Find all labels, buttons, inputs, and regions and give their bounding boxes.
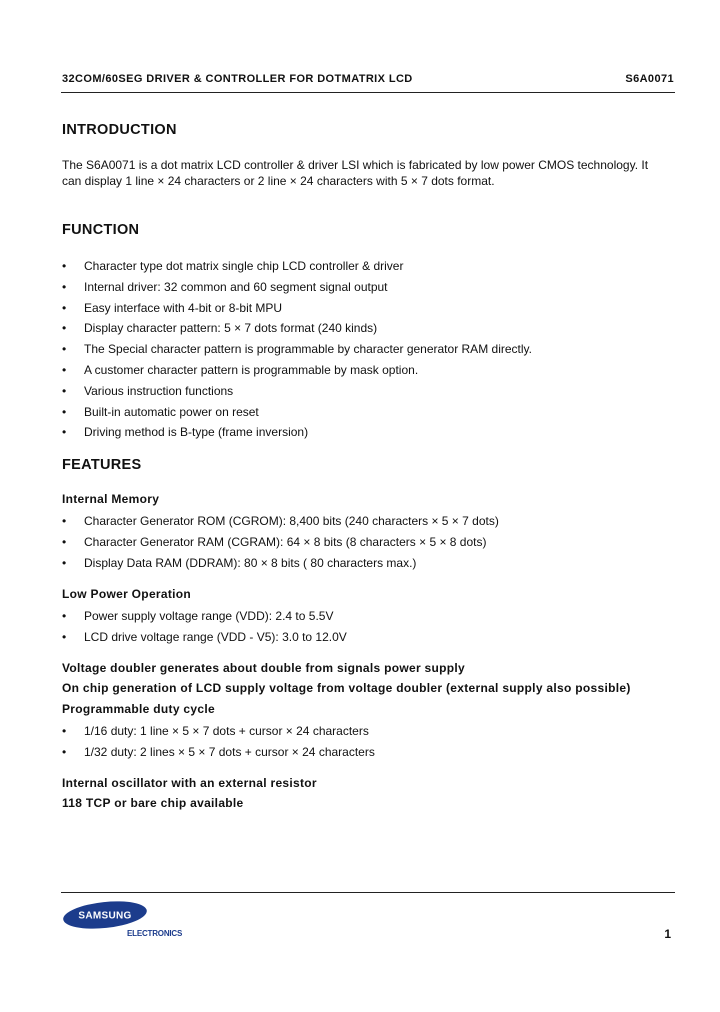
document-header-title: 32COM/60SEG DRIVER & CONTROLLER FOR DOTMATRIX LCD xyxy=(62,73,413,85)
bullet-dot: • xyxy=(62,724,67,738)
function-item xyxy=(62,320,676,341)
function-item xyxy=(62,404,676,425)
bullet-dot: • xyxy=(62,362,67,377)
low-power-heading: Low Power Operation xyxy=(62,587,192,601)
bullet-dot: • xyxy=(62,383,67,398)
low-power-item-text: Power supply voltage range (VDD): 2.4 to 5.5V xyxy=(84,609,334,623)
duty-cycle-item xyxy=(62,744,676,765)
function-item-text: Internal driver: 32 common and 60 segment signal output xyxy=(84,279,388,294)
internal-memory-item-text: Character Generator RAM (CGRAM): 64 × 8 bits (8 characters × 5 × 8 dots) xyxy=(84,534,487,549)
function-list xyxy=(62,258,676,445)
internal-memory-heading: Internal Memory xyxy=(62,492,160,506)
introduction-heading: INTRODUCTION xyxy=(62,122,177,138)
bullet-dot: • xyxy=(62,300,67,315)
samsung-electronics-label: ELECTRONICS xyxy=(127,929,183,938)
duty-cycle-heading: Programmable duty cycle xyxy=(62,702,215,716)
samsung-logo-text: SAMSUNG xyxy=(78,910,132,922)
duty-cycle-list xyxy=(62,723,676,765)
function-item-text: A customer character pattern is programmable by mask option. xyxy=(84,362,419,377)
function-heading: FUNCTION xyxy=(62,222,140,238)
oscillator-heading: Internal oscillator with an external resistor xyxy=(62,776,317,790)
internal-memory-item xyxy=(62,513,676,534)
header-divider xyxy=(61,92,675,93)
bullet-dot: • xyxy=(62,534,67,549)
internal-memory-list xyxy=(62,513,676,575)
features-heading: FEATURES xyxy=(62,457,142,473)
internal-memory-item xyxy=(62,555,676,576)
function-item xyxy=(62,258,676,279)
function-item-text: Easy interface with 4-bit or 8-bit MPU xyxy=(84,300,283,315)
bullet-dot: • xyxy=(62,259,67,273)
low-power-item-text: LCD drive voltage range (VDD - V5): 3.0 to 12.0V xyxy=(84,629,347,644)
bullet-dot: • xyxy=(62,609,67,623)
samsung-logo xyxy=(62,900,148,930)
duty-cycle-item-text: 1/16 duty: 1 line × 5 × 7 dots + cursor × 24 characters xyxy=(84,724,369,738)
bullet-dot: • xyxy=(62,555,67,570)
function-item-text: Character type dot matrix single chip LCD controller & driver xyxy=(84,259,404,273)
function-item-text: Various instruction functions xyxy=(84,383,234,398)
package-heading: 118 TCP or bare chip available xyxy=(62,796,244,810)
bullet-dot: • xyxy=(62,425,67,440)
document-part-number: S6A0071 xyxy=(625,73,674,85)
low-power-item xyxy=(62,608,676,629)
function-item xyxy=(62,362,676,383)
bullet-dot: • xyxy=(62,321,67,336)
introduction-line-1: The S6A0071 is a dot matrix LCD controller & driver LSI which is fabricated by low power CMOS technology. It xyxy=(62,158,649,172)
function-item xyxy=(62,383,676,404)
bullet-dot: • xyxy=(62,342,67,357)
internal-memory-item-text: Character Generator ROM (CGROM): 8,400 bits (240 characters × 5 × 7 dots) xyxy=(84,514,499,528)
low-power-list xyxy=(62,608,676,650)
internal-memory-item-text: Display Data RAM (DDRAM): 80 × 8 bits ( 80 characters max.) xyxy=(84,555,417,570)
bullet-dot: • xyxy=(62,629,67,644)
function-item-text: The Special character pattern is programmable by character generator RAM directly. xyxy=(84,342,532,357)
introduction-line-2: can display 1 line × 24 characters or 2 line × 24 characters with 5 × 7 dots format. xyxy=(62,174,495,188)
bullet-dot: • xyxy=(62,279,67,294)
page-number: 1 xyxy=(664,927,671,941)
function-item xyxy=(62,341,676,362)
function-item-text: Built-in automatic power on reset xyxy=(84,404,259,419)
function-item xyxy=(62,279,676,300)
bullet-dot: • xyxy=(62,744,67,759)
function-item xyxy=(62,424,676,445)
function-item-text: Display character pattern: 5 × 7 dots format (240 kinds) xyxy=(84,321,378,336)
footer-divider xyxy=(61,892,675,893)
low-power-item xyxy=(62,629,676,650)
bullet-dot: • xyxy=(62,514,67,528)
duty-cycle-item xyxy=(62,723,676,744)
function-item-text: Driving method is B-type (frame inversion) xyxy=(84,425,309,440)
on-chip-generation-heading: On chip generation of LCD supply voltage from voltage doubler (external supply also possible) xyxy=(62,681,631,695)
duty-cycle-item-text: 1/32 duty: 2 lines × 5 × 7 dots + cursor × 24 characters xyxy=(84,744,375,759)
function-item xyxy=(62,300,676,321)
bullet-dot: • xyxy=(62,404,67,419)
voltage-doubler-heading: Voltage doubler generates about double from signals power supply xyxy=(62,661,466,675)
internal-memory-item xyxy=(62,534,676,555)
